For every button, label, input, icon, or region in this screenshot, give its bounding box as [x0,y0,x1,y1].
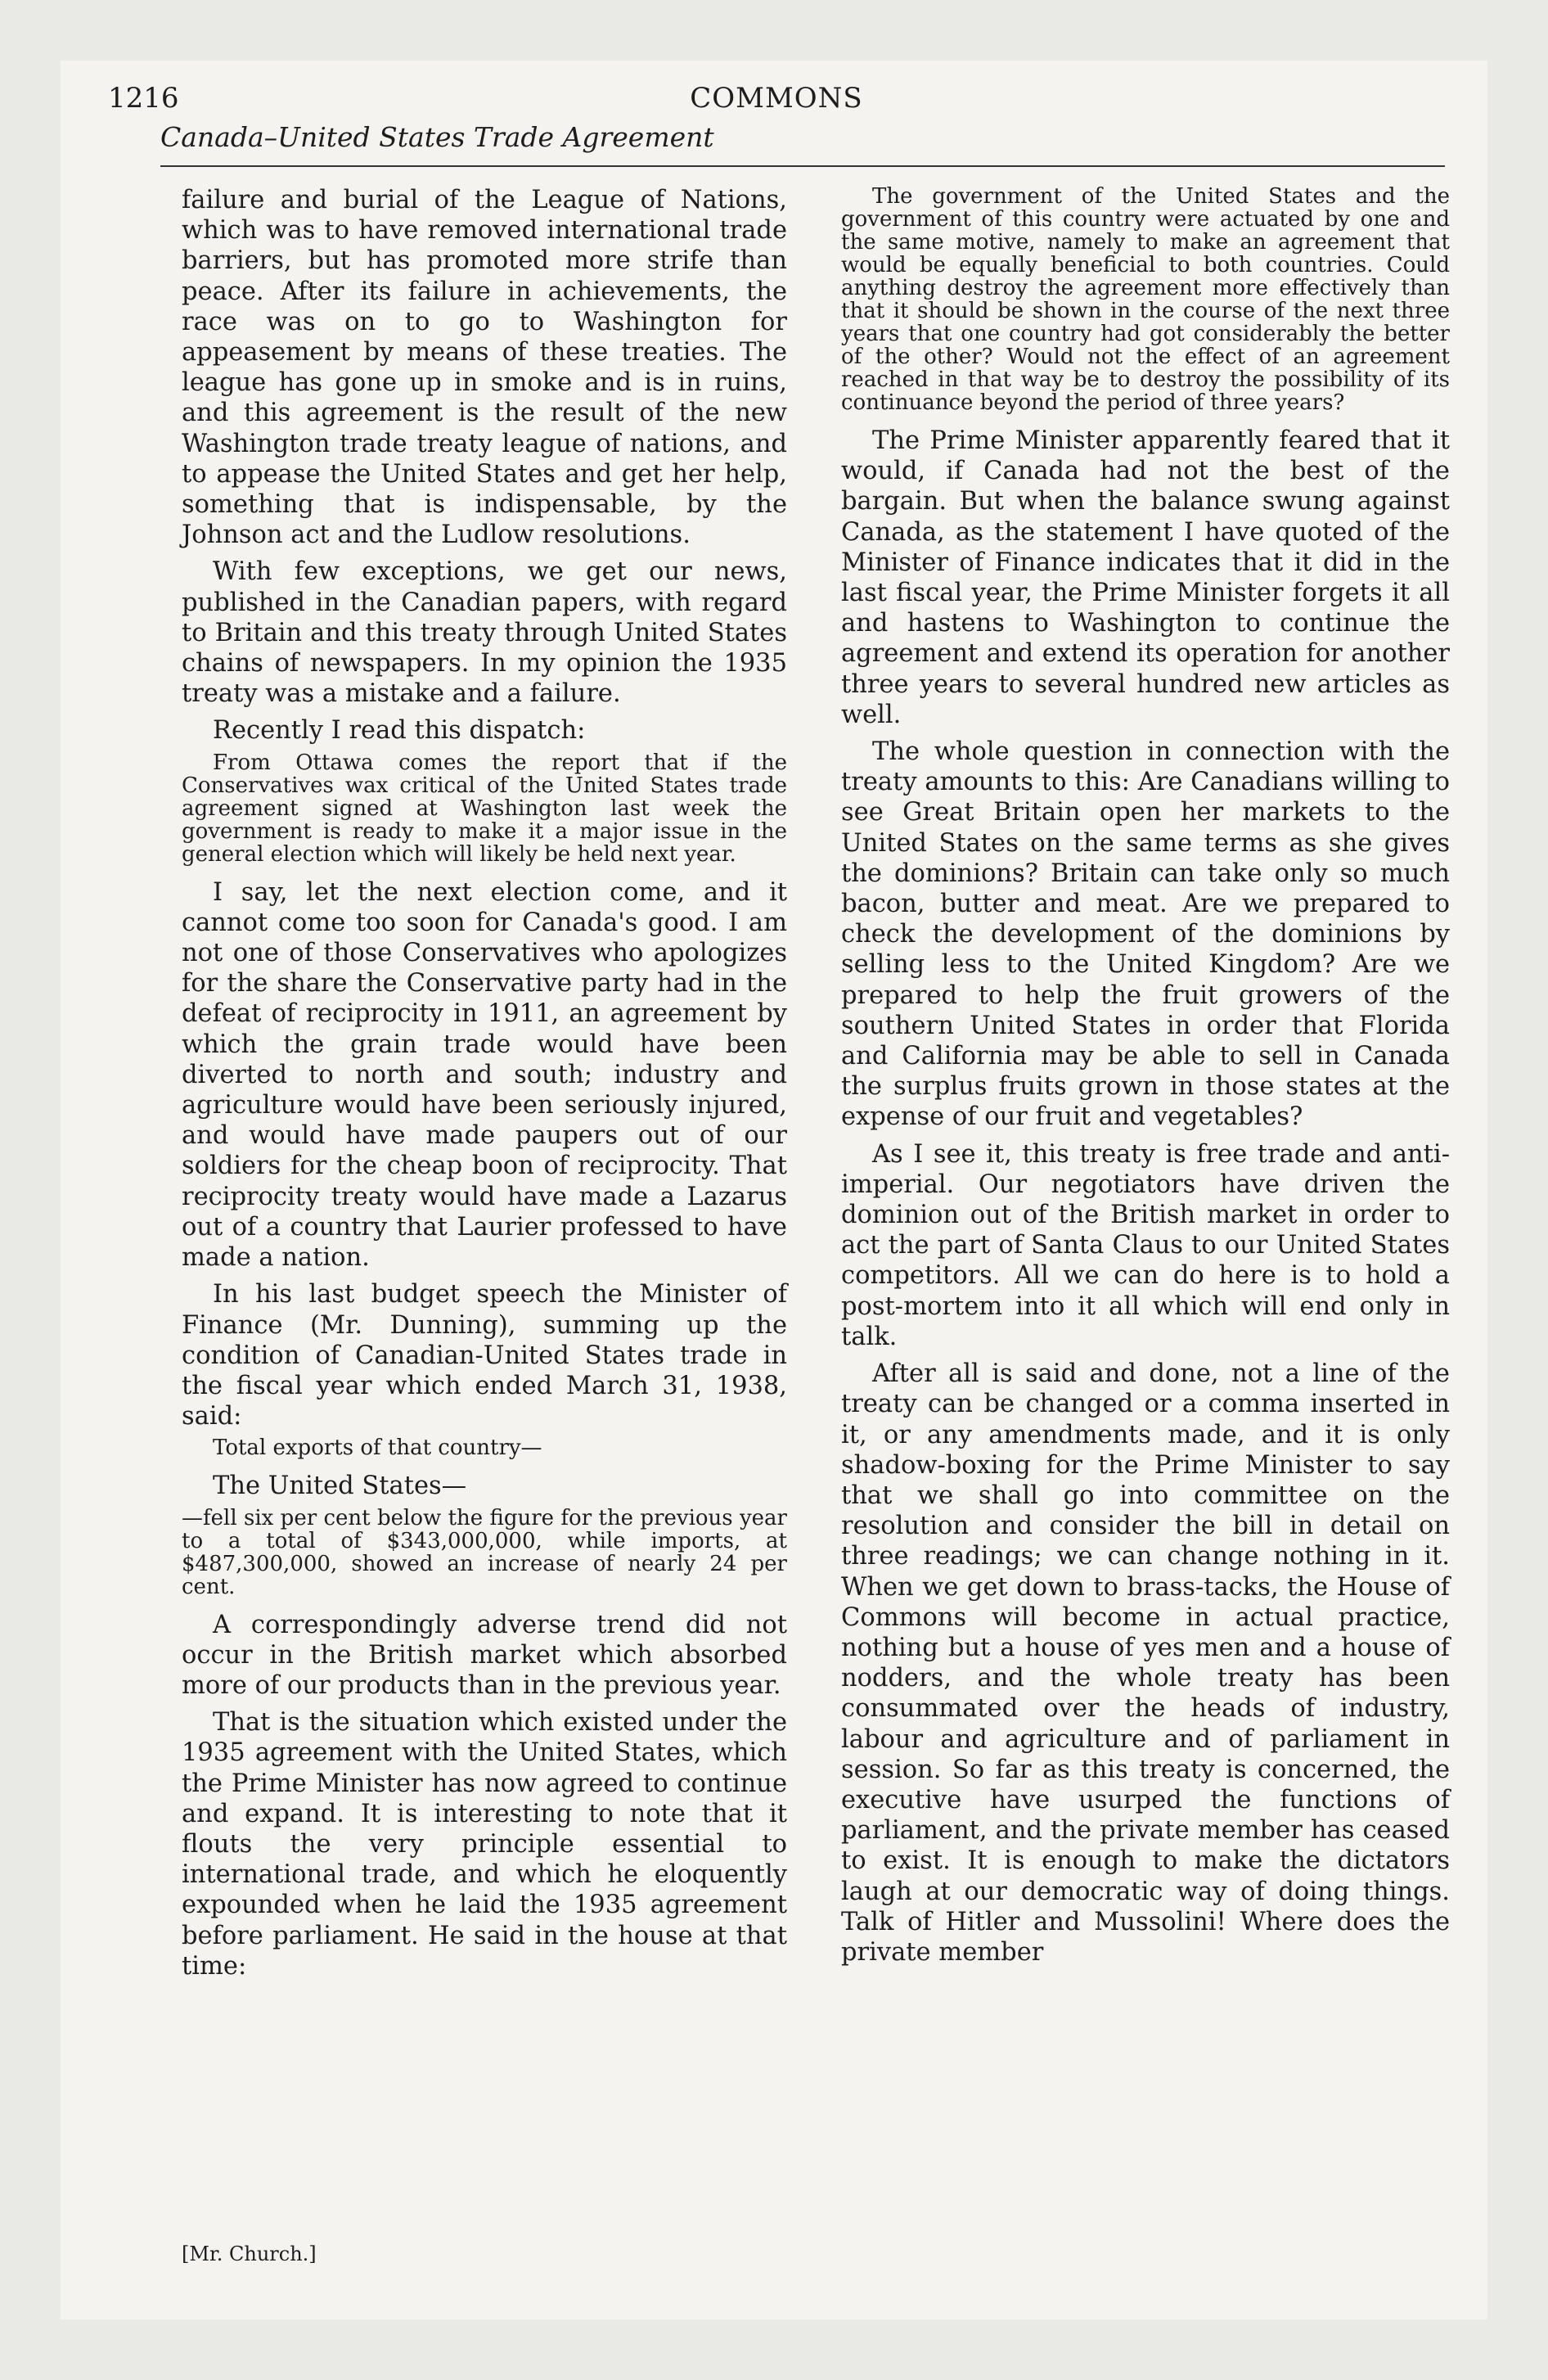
paragraph: As I see it, this treaty is free trade and anti-imperial. Our negotiators have driven the dominion out of the British market in order to act the part of Santa Claus to our United States competitors. All we can do here is to hold a post-mortem into it all which will end only in talk. [841,1139,1450,1351]
paragraph: I say, let the next election come, and it cannot come too soon for Canada's good. I am not one of those Conservatives who apologizes for the share the Conservative party had in the defeat of reciprocity in 1911, an agreement by which the grain trade would have been diverted to north and south; industry and agriculture would have been seriously injured, and would have made paupers out of our soldiers for the cheap boon of reciprocity. That reciprocity treaty would have made a Lazarus out of a country that Laurier professed to have made a nation. [182,877,787,1273]
subject-heading: Canada–United States Trade Agreement [160,121,714,153]
paragraph: The Prime Minister apparently feared that it would, if Canada had not the best of the bargain. But when the balance swung against Canada, as the statement I have quoted of the Minister of Finance indicates that it did in the last fiscal year, the Prime Minister forgets it all and hastens to Washington to continue the agreement and extend its operation for another three years to several hundred new articles as well. [841,426,1450,729]
paragraph: failure and burial of the League of Nations, which was to have removed international trade barriers, but has promoted more strife than peace. After its failure in achievements, the race was on to go to Washington for appeasement by means of these treaties. The league has gone up in smoke and is in ruins, and this agreement is the result of the new Washington trade treaty league of nations, and to appease the United States and get her help, something that is indispensable, by the Johnson act and the Ludlow resolutions. [182,186,787,550]
paragraph: In his last budget speech the Minister of Finance (Mr. Dunning), summing up the condition of Canadian-United States trade in the fiscal year which ended March 31, 1938, said: [182,1280,787,1431]
paragraph: That is the situation which existed under the 1935 agreement with the United States, which the Prime Minister has now agreed to continue and expand. It is interesting to note that it flouts the very principle essential to international trade, and which he eloquently expounded when he laid the 1935 agreement before parliament. He said in the house at that time: [182,1708,787,1981]
paragraph: The United States— [213,1472,467,1501]
right-column [841,185,1450,1974]
running-header [108,82,1445,123]
block-quote: From Ottawa comes the report that if the Conservatives wax critical of the United States trade agreement signed at Washington last week the government is ready to make it a major issue in the general election which will likely be held next year. [182,750,787,867]
block-quote: Total exports of that country— [213,1436,542,1461]
header-rule [160,165,1445,167]
paragraph: Recently I read this dispatch: [213,716,586,746]
paragraph: With few exceptions, we get our news, published in the Canadian papers, with regard to Britain and this treaty through United States chains of newspapers. In my opinion the 1935 treaty was a mistake and a failure. [182,557,787,709]
left-column [182,185,787,1988]
section-title: COMMONS [690,82,863,115]
block-quote: —fell six per cent below the figure for the previous year to a total of $343,000,000, while imports, at $487,300,000, showed an increase of nearly 24 per cent. [182,1505,787,1599]
paragraph: After all is said and done, not a line of the treaty can be changed or a comma inserted in it, or any amendments made, and it is only shadow-boxing for the Prime Minister to say that we shall go into committee on the resolution and consider the bill in detail on three readings; we can change nothing in it. When we get down to brass-tacks, the House of Commons will become in actual practice, nothing but a house of yes men and a house of nodders, and the whole treaty has been consummated over the heads of industry, labour and agriculture and of parliament in session. So far as this treaty is concerned, the executive have usurped the functions of parliament, and the private member has ceased to exist. It is enough to make the dictators laugh at our democratic way of doing things. Talk of Hitler and Mussolini! Where does the private member [841,1359,1450,1967]
block-quote: The government of the United States and the government of this country were actuated by one and the same motive, namely to make an agreement that would be equally beneficial to both countries. Could anything destroy the agreement more effectively than that it should be shown in the course of the next three years that one country had got considerably the better of the other? Would not the effect of an agreement reached in that way be to destroy the possibility of its continuance beyond the period of three years? [841,184,1450,415]
page-number: 1216 [108,82,179,115]
speaker-attribution: [Mr. Church.] [182,2243,317,2265]
paragraph: The whole question in connection with the treaty amounts to this: Are Canadians willing to see Great Britain open her markets to the United States on the same terms as she gives the dominions? Britain can take only so much bacon, butter and meat. Are we prepared to check the development of the dominions by selling less to the United Kingdom? Are we prepared to help the fruit growers of the southern United States in order that Florida and California may be able to sell in Canada the surplus fruits grown in those states at the expense of our fruit and vegetables? [841,737,1450,1132]
paragraph: A correspondingly adverse trend did not occur in the British market which absorbed more of our products than in the previous year. [182,1610,787,1700]
